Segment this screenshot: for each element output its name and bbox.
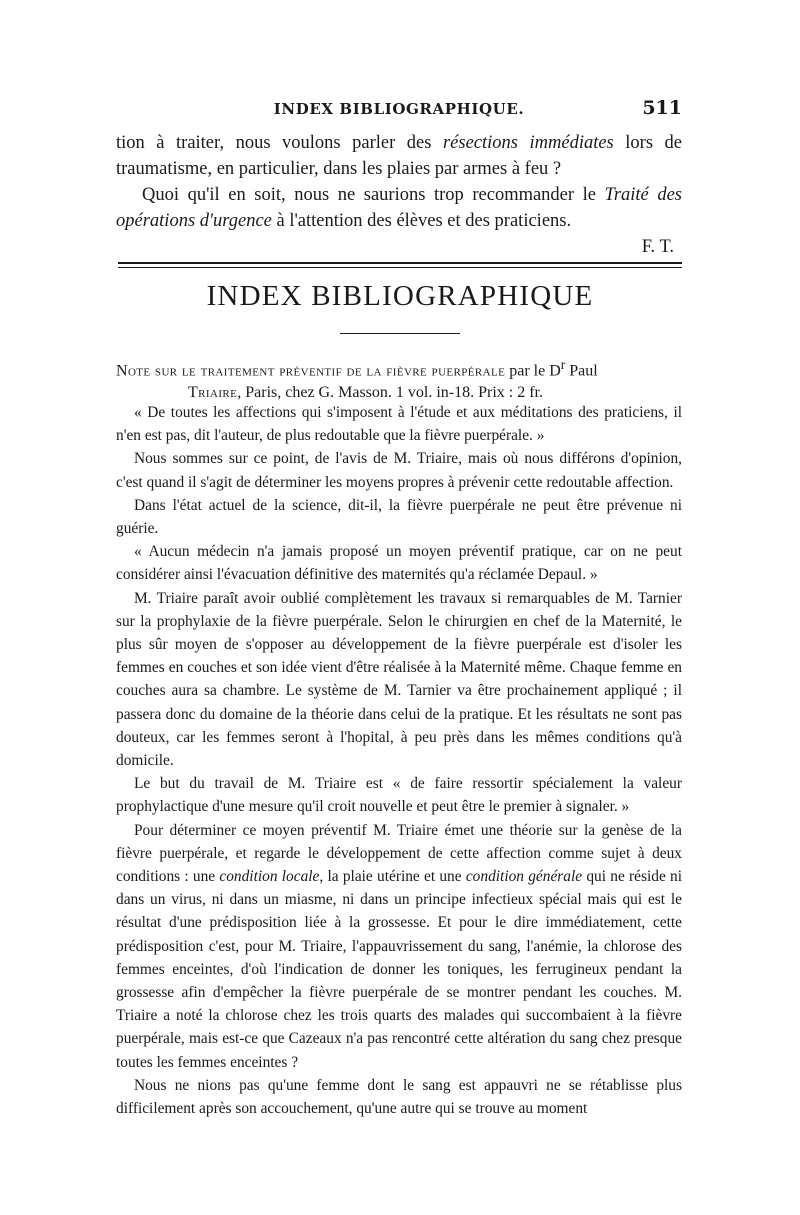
italic-run: condition générale <box>465 868 583 886</box>
text-run: par le D <box>505 362 561 380</box>
running-head-title: INDEX BIBLIOGRAPHIQUE. <box>273 100 525 118</box>
text-run: tion à traiter, nous voulons parler des <box>116 133 443 153</box>
section-divider <box>118 262 682 268</box>
author-initials: F. T. <box>641 237 674 257</box>
previous-article-end <box>116 130 682 260</box>
paragraph: M. Triaire paraît avoir oublié complètement les travaux si remarquables de M. Tarnier sur la prophylaxie de la fièvre puerpérale. Selon le chirurgien en chef de la Maternité, le plus sûr moyen de s'opposer au développement de la fièvre puerpérale est d'isoler les femmes en couches et son idée vient d'être réalisée à la Maternité même. Chaque femme en couches aura sa chambre. Le système de M. Tarnier va être prochainement appliqué ; il passera donc du domaine de la théorie dans celui de la pratique. Et les résultats ne sont pas douteux, car les femmes seront à l'hopital, à peu près dans les mêmes conditions qu'à domicile. <box>116 589 682 770</box>
rule-thin <box>118 267 682 268</box>
paragraph: « De toutes les affections qui s'imposent à l'étude et aux méditations des praticiens, il n'en est pas, dit l'auteur, de plus redoutable que la fièvre puerpérale. » <box>116 404 682 445</box>
author-first-name: Paul <box>565 362 598 380</box>
text-run: lors de traumatisme, en particulier, dans les plaies par armes à feu ? <box>116 133 683 179</box>
bibliographic-citation <box>116 354 682 404</box>
work-title: Note sur le traitement préventif de la fièvre puerpérale <box>116 362 506 380</box>
text-run: , la plaie utérine et une <box>319 868 466 886</box>
paragraph: Nous ne nions pas qu'une femme dont le sang est appauvri ne se rétablisse plus difficilement après son accouchement, qu'une autre qui se trouve au moment <box>116 1076 682 1118</box>
paragraph: « Aucun médecin n'a jamais proposé un moyen préventif pratique, car on ne peut considérer ainsi l'évacuation définitive des maternités qu'a réclamée Depaul. » <box>116 543 682 584</box>
title-underline <box>340 333 460 334</box>
italic-run: résections immédiates <box>442 133 614 153</box>
text-run: à l'attention des élèves et des praticiens. <box>271 211 572 231</box>
review-body <box>116 401 682 1120</box>
superscript: r <box>560 357 566 372</box>
text-run: qui ne réside ni dans un virus, ni dans un miasme, ni dans un principe infectieux spécial mais qui est le résultat d'une prédisposition liée à la grossesse. Et pour le dire immédiatement, cette prédisposition c'est, pour M. Triaire, l'appauvrissement du sang, l'anémie, la chlorose des femmes enceintes, d'où l'indication de donner les toniques, les ferrugineux pendant la grossesse afin d'empêcher la fièvre puerpérale de se montrer pendant les couches. M. Triaire a noté la chlorose chez les trois quarts des malades qui succombaient à la fièvre puerpérale, mais est-ce que Cazeaux n'a pas rencontré cette altération du sang chez presque toutes les femmes enceintes ? <box>116 868 683 1071</box>
paragraph: Le but du travail de M. Triaire est « de faire ressortir spécialement la valeur prophylactique d'une mesure qu'il croit nouvelle et peut être le premier à signaler. » <box>116 775 682 816</box>
text-run: Pour déterminer ce moyen préventif M. Triaire émet une théorie sur la genèse de la fièvre puerpérale, et regarde le développement de cette affection comme sujet à deux conditions : une <box>116 821 682 886</box>
italic-run: Traité des opérations d'urgence <box>116 185 682 231</box>
citation-text <box>116 354 682 382</box>
paragraph: Nous sommes sur ce point, de l'avis de M. Triaire, mais où nous différons d'opinion, c'est quand il s'agit de déterminer les moyens propres à prévenir cette redoutable affection. <box>116 450 682 491</box>
author-last-name: Triaire <box>188 384 238 402</box>
text-run: Quoi qu'il en soit, nous ne saurions trop recommander le <box>142 185 605 205</box>
page-number: 511 <box>642 97 682 119</box>
section-title: INDEX BIBLIOGRAPHIQUE <box>206 280 594 312</box>
italic-run: condition locale <box>219 868 320 886</box>
paragraph <box>116 182 682 234</box>
paragraph: Dans l'état actuel de la science, dit-il, la fièvre puerpérale ne peut être prévenue ni guérie. <box>116 496 682 538</box>
publication-details: , Paris, chez G. Masson. 1 vol. in-18. Prix : 2 fr. <box>237 384 543 402</box>
paragraph <box>116 130 682 182</box>
rule-thick <box>118 262 682 264</box>
running-head <box>116 97 682 124</box>
paragraph <box>116 819 682 1074</box>
